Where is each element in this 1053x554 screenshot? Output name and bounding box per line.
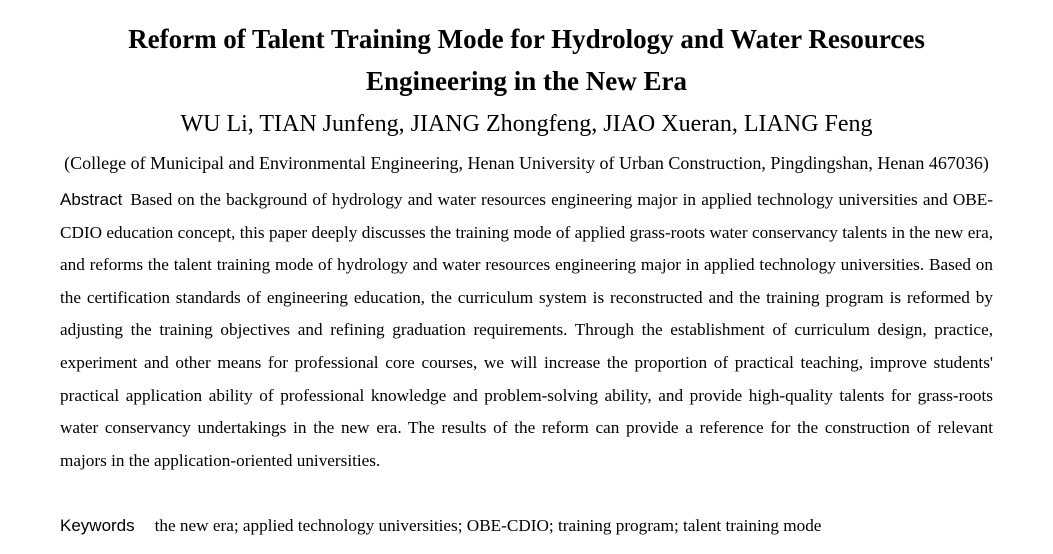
affiliation: (College of Municipal and Environmental Engineering, Henan University of Urban Construction, Pingdingshan, Henan 467036): [64, 153, 989, 173]
paper-title-line-1: Reform of Talent Training Mode for Hydrology and Water Resources: [128, 24, 925, 54]
keywords-line: [60, 511, 1020, 541]
abstract-text: Based on the background of hydrology and water resources engineering major in applied technology universities and OBE-CDIO education concept, this paper deeply discusses the training mode of applied grass-roots water conservancy talents in the new era, and reforms the talent training mode of hydrology and water resources engineering major in applied technology universities. Based on the certification standards of engineering education, the curriculum system is reconstructed and the training program is reformed by adjusting the training objectives and refining graduation requirements. Through the establishment of curriculum design, practice, experiment and other means for professional core courses, we will increase the proportion of practical teaching, improve students' practical application ability of professional knowledge and problem-solving ability, and provide high-quality talents for grass-roots water conservancy undertakings in the new era. The results of the reform can provide a reference for the construction of relevant majors in the application-oriented universities.: [60, 190, 993, 470]
abstract-paragraph: [60, 184, 993, 477]
keywords-label: Keywords: [60, 516, 135, 535]
paper-title-line-2: Engineering in the New Era: [366, 66, 687, 96]
author-list: WU Li, TIAN Junfeng, JIANG Zhongfeng, JIAO Xueran, LIANG Feng: [180, 111, 873, 137]
abstract-label: Abstract: [60, 190, 123, 209]
keywords-text: the new era; applied technology universities; OBE-CDIO; training program; talent training mode: [154, 516, 822, 535]
